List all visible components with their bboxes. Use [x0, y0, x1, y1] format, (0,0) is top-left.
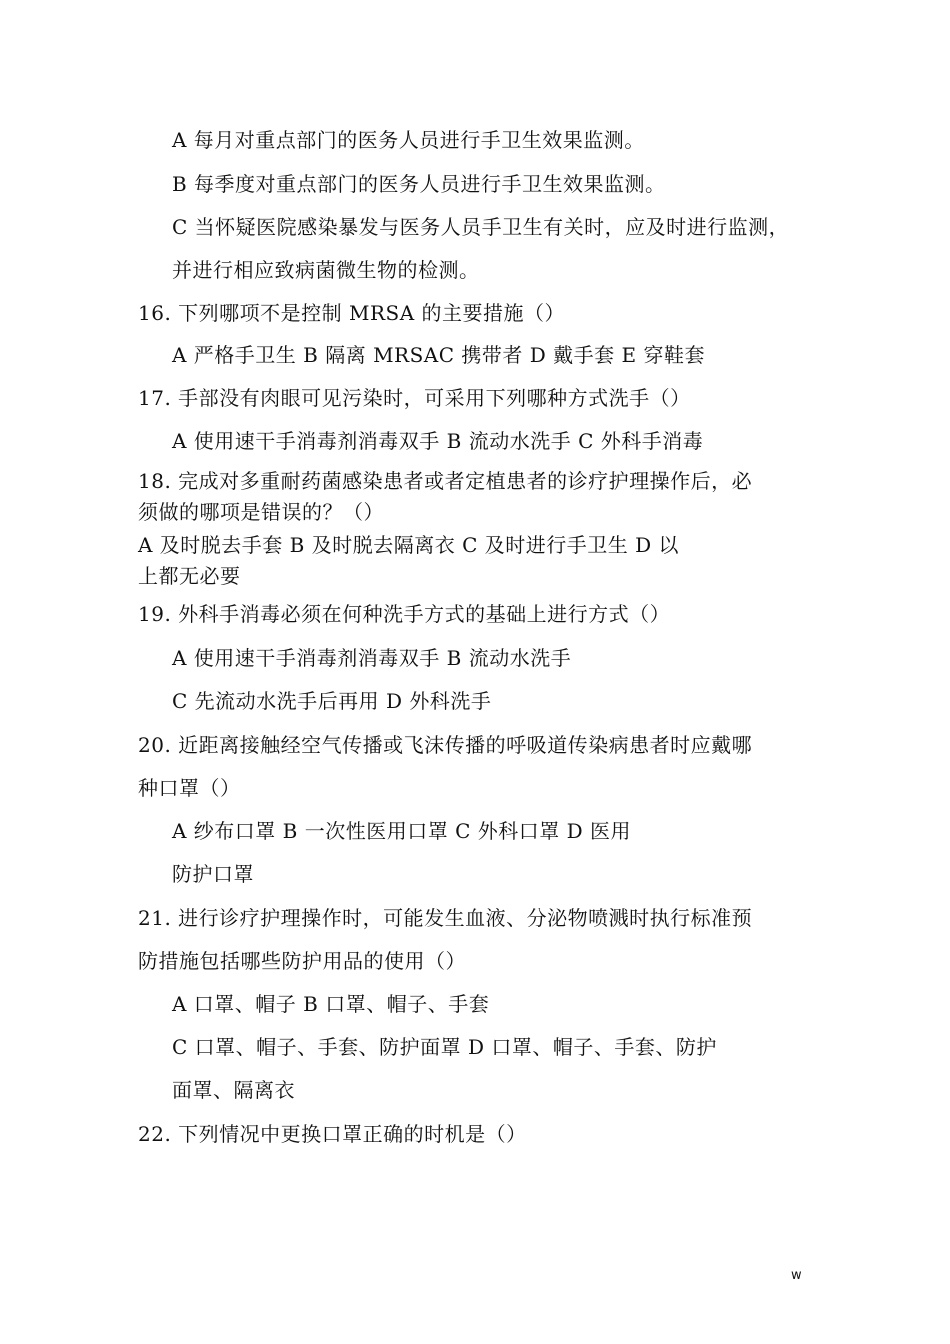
question-16: 16. 下列哪项不是控制 MRSA 的主要措施（） — [138, 301, 566, 325]
option-line: 上都无必要 — [138, 564, 241, 588]
option-line: A 使用速干手消毒剂消毒双手 B 流动水洗手 C 外科手消毒 — [172, 429, 704, 453]
option-line: A 使用速干手消毒剂消毒双手 B 流动水洗手 — [172, 646, 572, 670]
option-line: C 先流动水洗手后再用 D 外科洗手 — [172, 689, 492, 713]
option-line: C 口罩、帽子、手套、防护面罩 D 口罩、帽子、手套、防护 — [172, 1035, 717, 1059]
option-line: A 纱布口罩 B 一次性医用口罩 C 外科口罩 D 医用 — [172, 819, 631, 843]
question-18-cont: 须做的哪项是错误的？（） — [138, 500, 384, 524]
question-19: 19. 外科手消毒必须在何种洗手方式的基础上进行方式（） — [138, 602, 671, 626]
option-line: A 及时脱去手套 B 及时脱去隔离衣 C 及时进行手卫生 D 以 — [138, 533, 679, 557]
question-21-cont: 防措施包括哪些防护用品的使用（） — [138, 949, 466, 973]
question-20-cont: 种口罩（） — [138, 776, 241, 800]
option-line: 面罩、隔离衣 — [172, 1078, 295, 1102]
option-line: 并进行相应致病菌微生物的检测。 — [172, 258, 480, 282]
option-line: C 当怀疑医院感染暴发与医务人员手卫生有关时，应及时进行监测， — [172, 215, 790, 239]
option-line: A 口罩、帽子 B 口罩、帽子、手套 — [172, 992, 490, 1016]
option-line: 防护口罩 — [172, 862, 254, 886]
question-18: 18. 完成对多重耐药菌感染患者或者定植患者的诊疗护理操作后，必 — [138, 469, 753, 493]
question-21: 21. 进行诊疗护理操作时，可能发生血液、分泌物喷溅时执行标准预 — [138, 906, 753, 930]
option-line: B 每季度对重点部门的医务人员进行手卫生效果监测。 — [172, 172, 666, 196]
question-22: 22. 下列情况中更换口罩正确的时机是（） — [138, 1122, 527, 1146]
option-line: A 每月对重点部门的医务人员进行手卫生效果监测。 — [172, 128, 645, 152]
question-20: 20. 近距离接触经空气传播或飞沫传播的呼吸道传染病患者时应戴哪 — [138, 733, 753, 757]
option-line: A 严格手卫生 B 隔离 MRSAC 携带者 D 戴手套 E 穿鞋套 — [172, 343, 705, 367]
question-17: 17. 手部没有肉眼可见污染时，可采用下列哪种方式洗手（） — [138, 386, 691, 410]
page-footer-mark: w — [791, 1268, 802, 1283]
